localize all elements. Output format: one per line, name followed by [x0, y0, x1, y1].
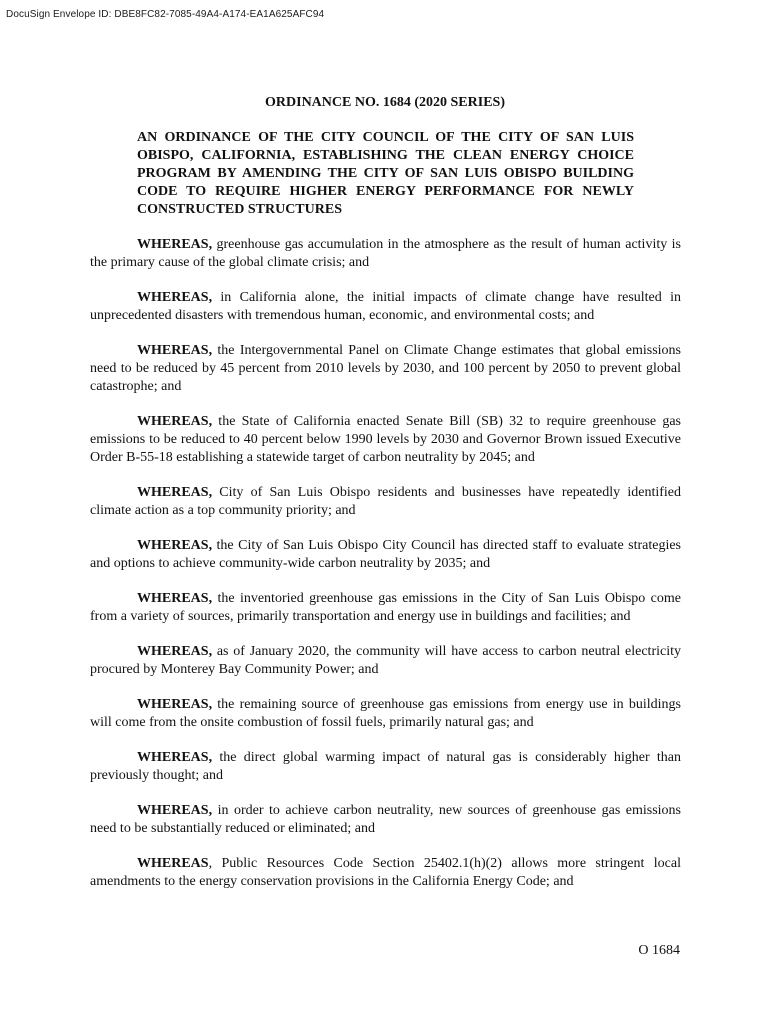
recital-paragraph	[90, 236, 681, 272]
recital-lead: WHEREAS,	[137, 485, 213, 500]
recital-paragraph	[90, 590, 681, 626]
recital-paragraph	[90, 749, 681, 785]
recital-text: the direct global warming impact of natural gas is considerably higher than previously thought; and	[90, 750, 681, 783]
recital-paragraph	[90, 537, 681, 573]
page-label: O 1684	[638, 943, 680, 958]
recital-paragraph	[90, 484, 681, 520]
recital-paragraph	[90, 802, 681, 838]
ordinance-heading: AN ORDINANCE OF THE CITY COUNCIL OF THE CITY OF SAN LUIS OBISPO, CALIFORNIA, ESTABLISHING THE CLEAN ENERGY CHOICE PROGRAM BY AMENDING THE CITY OF SAN LUIS OBISPO BUILDING CODE TO REQUIRE HIGHER ENERGY PERFORMANCE FOR NEWLY CONSTRUCTED STRUCTURES	[137, 130, 634, 217]
recital-paragraph	[90, 696, 681, 732]
docusign-envelope-id: DocuSign Envelope ID: DBE8FC82-7085-49A4-A174-EA1A625AFC94	[6, 9, 325, 20]
recital-lead: WHEREAS	[137, 856, 209, 871]
recital-lead: WHEREAS,	[137, 414, 213, 429]
recital-lead: WHEREAS,	[137, 343, 213, 358]
recital-paragraph	[90, 855, 681, 891]
ordinance-title: ORDINANCE NO. 1684 (2020 SERIES)	[265, 95, 505, 110]
recital-text: the City of San Luis Obispo City Council has directed staff to evaluate strategies and options to achieve community-wide carbon neutrality by 2035; and	[90, 538, 681, 571]
recital-paragraph	[90, 643, 681, 679]
recital-lead: WHEREAS,	[137, 803, 213, 818]
recital-paragraph	[90, 413, 681, 467]
recital-text: the inventoried greenhouse gas emissions in the City of San Luis Obispo come from a variety of sources, primarily transportation and energy use in buildings and facilities; and	[90, 591, 681, 624]
recital-lead: WHEREAS,	[137, 591, 213, 606]
recital-text: the remaining source of greenhouse gas emissions from energy use in buildings will come from the onsite combustion of fossil fuels, primarily natural gas; and	[90, 697, 681, 730]
recital-lead: WHEREAS,	[137, 538, 213, 553]
recital-text: as of January 2020, the community will have access to carbon neutral electricity procured by Monterey Bay Community Power; and	[90, 644, 681, 677]
recital-paragraph	[90, 289, 681, 325]
recital-lead: WHEREAS,	[137, 237, 213, 252]
recital-text: the State of California enacted Senate Bill (SB) 32 to require greenhouse gas emissions to be reduced to 40 percent below 1990 levels by 2030 and Governor Brown issued Executive Order B-55-18 establishing a statewide target of carbon neutrality by 2045; and	[90, 414, 681, 465]
recital-lead: WHEREAS,	[137, 644, 213, 659]
recital-lead: WHEREAS,	[137, 290, 213, 305]
recital-text: , Public Resources Code Section 25402.1(h)(2) allows more stringent local amendments to the energy conservation provisions in the California Energy Code; and	[90, 856, 681, 889]
recital-text: in order to achieve carbon neutrality, new sources of greenhouse gas emissions need to be substantially reduced or eliminated; and	[90, 803, 681, 836]
recital-lead: WHEREAS,	[137, 697, 213, 712]
recital-text: the Intergovernmental Panel on Climate Change estimates that global emissions need to be reduced by 45 percent from 2010 levels by 2030, and 100 percent by 2050 to prevent global catastrophe; and	[90, 343, 681, 394]
recital-text: City of San Luis Obispo residents and businesses have repeatedly identified climate action as a top community priority; and	[90, 485, 681, 518]
recital-text: in California alone, the initial impacts of climate change have resulted in unprecedented disasters with tremendous human, economic, and environmental costs; and	[90, 290, 681, 323]
recital-text: greenhouse gas accumulation in the atmosphere as the result of human activity is the primary cause of the global climate crisis; and	[90, 237, 681, 270]
recital-lead: WHEREAS,	[137, 750, 213, 765]
recitals-body	[90, 236, 681, 908]
recital-paragraph	[90, 342, 681, 396]
